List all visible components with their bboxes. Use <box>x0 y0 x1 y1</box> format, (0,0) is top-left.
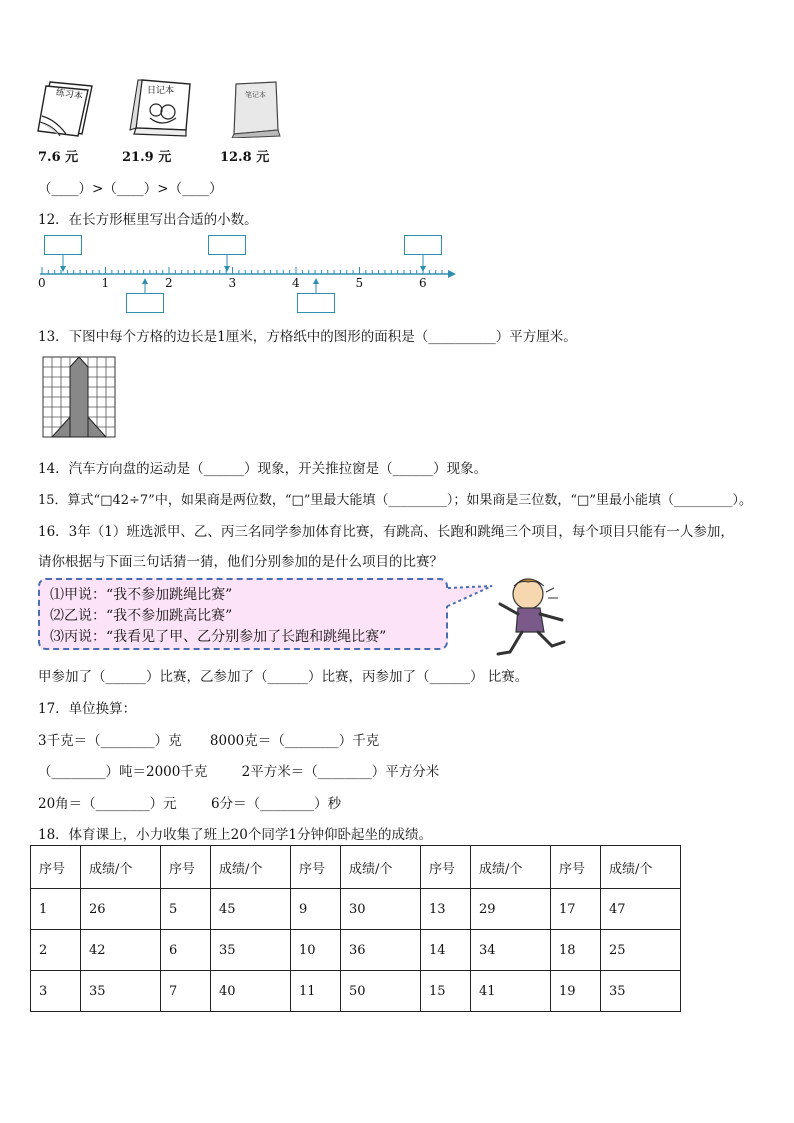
tick-label: 3 <box>228 276 237 290</box>
tick-label: 4 <box>292 276 300 290</box>
table-cell: 47 <box>601 889 681 930</box>
statement: ⑶丙说：“我看见了甲、乙分别参加了长跑和跳绳比赛” <box>50 629 387 645</box>
table-cell: 13 <box>421 889 471 930</box>
price-comparison-blanks[interactable]: （____）>（____）>（____） <box>38 181 223 197</box>
answer-box[interactable] <box>44 235 82 255</box>
header-cell: 成绩/个 <box>81 846 161 889</box>
header-cell: 序号 <box>161 846 211 889</box>
conversion-row <box>38 760 439 780</box>
table-cell: 25 <box>601 930 681 971</box>
table-cell: 35 <box>211 930 291 971</box>
table-cell: 34 <box>471 930 551 971</box>
header-cell: 序号 <box>291 846 341 889</box>
table-cell: 7 <box>161 971 211 1012</box>
table-cell: 29 <box>471 889 551 930</box>
table-row <box>31 889 681 930</box>
speech-bubble <box>38 578 448 650</box>
table-cell: 42 <box>81 930 161 971</box>
table-cell: 5 <box>161 889 211 930</box>
header-cell: 成绩/个 <box>211 846 291 889</box>
question-14: 14．汽车方向盘的运动是（______）现象，开关推拉窗是（______）现象。 <box>38 461 488 477</box>
question-16-answer: 甲参加了（______）比赛，乙参加了（______）比赛，丙参加了（______） 比赛。 <box>38 669 529 685</box>
conversion-item: 2平方米＝（________）平方分米 <box>241 764 440 780</box>
tick-label: 2 <box>165 276 173 290</box>
table-cell: 30 <box>341 889 421 930</box>
table-cell: 3 <box>31 971 81 1012</box>
conversion-item: 6分＝（________）秒 <box>210 796 342 812</box>
answer-box[interactable] <box>297 293 335 313</box>
table-cell: 17 <box>551 889 601 930</box>
table-row <box>31 971 681 1012</box>
score-table <box>30 845 681 1012</box>
price-label: 21.9 元 <box>122 150 172 165</box>
question-17-title: 17．单位换算： <box>38 701 137 717</box>
conversion-row <box>38 729 379 749</box>
table-cell: 14 <box>421 930 471 971</box>
table-cell: 35 <box>601 971 681 1012</box>
answer-box[interactable] <box>404 235 442 255</box>
table-cell: 50 <box>341 971 421 1012</box>
header-cell: 成绩/个 <box>601 846 681 889</box>
price-label: 7.6 元 <box>38 150 79 165</box>
table-cell: 18 <box>551 930 601 971</box>
table-row <box>31 930 681 971</box>
statement: ⑴甲说：“我不参加跳绳比赛” <box>50 587 233 603</box>
table-cell: 41 <box>471 971 551 1012</box>
table-cell: 11 <box>291 971 341 1012</box>
table-cell: 2 <box>31 930 81 971</box>
grid-figure <box>42 356 116 438</box>
note-book-image <box>228 80 284 138</box>
diary-cover-title: 日记本 <box>147 86 175 96</box>
table-cell: 35 <box>81 971 161 1012</box>
conversion-item: 8000克＝（________）千克 <box>209 733 380 749</box>
notebook-cover-title: 练习本 <box>55 88 84 102</box>
tick-label: 6 <box>419 276 427 290</box>
question-16-line2: 请你根据与下面三句话猜一猜，他们分别参加的是什么项目的比赛？ <box>38 554 443 570</box>
table-cell: 45 <box>211 889 291 930</box>
conversion-item: （________）吨＝2000千克 <box>38 764 208 780</box>
table-cell: 1 <box>31 889 81 930</box>
practice-notebook-image <box>36 76 96 138</box>
table-cell: 9 <box>291 889 341 930</box>
header-cell: 序号 <box>551 846 601 889</box>
conversion-row <box>38 792 341 812</box>
tick-label: 1 <box>101 276 110 290</box>
price-label: 12.8 元 <box>220 150 270 165</box>
header-cell: 成绩/个 <box>341 846 421 889</box>
question-18-title: 18．体育课上，小力收集了班上20个同学1分钟仰卧起坐的成绩。 <box>38 827 432 843</box>
number-line <box>36 232 456 312</box>
answer-box[interactable] <box>208 235 246 255</box>
question-15: 15．算式“□42÷7”中，如果商是两位数，“□”里最大能填（_________）；如果商是三位数，“□”里最小能填（_________）。 <box>38 493 752 508</box>
conversion-item: 3千克＝（________）克 <box>38 733 182 749</box>
table-cell: 6 <box>161 930 211 971</box>
question-12-title: 12．在长方形框里写出合适的小数。 <box>38 212 258 228</box>
answer-box[interactable] <box>126 293 164 313</box>
conversion-item: 20角＝（________）元 <box>38 796 177 812</box>
running-boy-image <box>488 574 572 660</box>
table-cell: 19 <box>551 971 601 1012</box>
header-cell: 序号 <box>421 846 471 889</box>
header-cell: 序号 <box>31 846 81 889</box>
notebook-cover-title: 笔记本 <box>245 91 266 99</box>
table-header-row <box>31 846 681 889</box>
question-13-title: 13．下图中每个方格的边长是1厘米，方格纸中的图形的面积是（__________）平方厘米。 <box>38 329 577 345</box>
table-cell: 10 <box>291 930 341 971</box>
table-cell: 26 <box>81 889 161 930</box>
question-16-line1: 16．3年（1）班选派甲、乙、丙三名同学参加体育比赛，有跳高、长跑和跳绳三个项目，每个项目只能有一人参加， <box>38 524 734 540</box>
tick-label: 0 <box>38 276 46 290</box>
table-cell: 15 <box>421 971 471 1012</box>
table-cell: 40 <box>211 971 291 1012</box>
header-cell: 成绩/个 <box>471 846 551 889</box>
tick-label: 5 <box>355 276 364 290</box>
table-cell: 36 <box>341 930 421 971</box>
statement: ⑵乙说：“我不参加跳高比赛” <box>50 608 233 624</box>
